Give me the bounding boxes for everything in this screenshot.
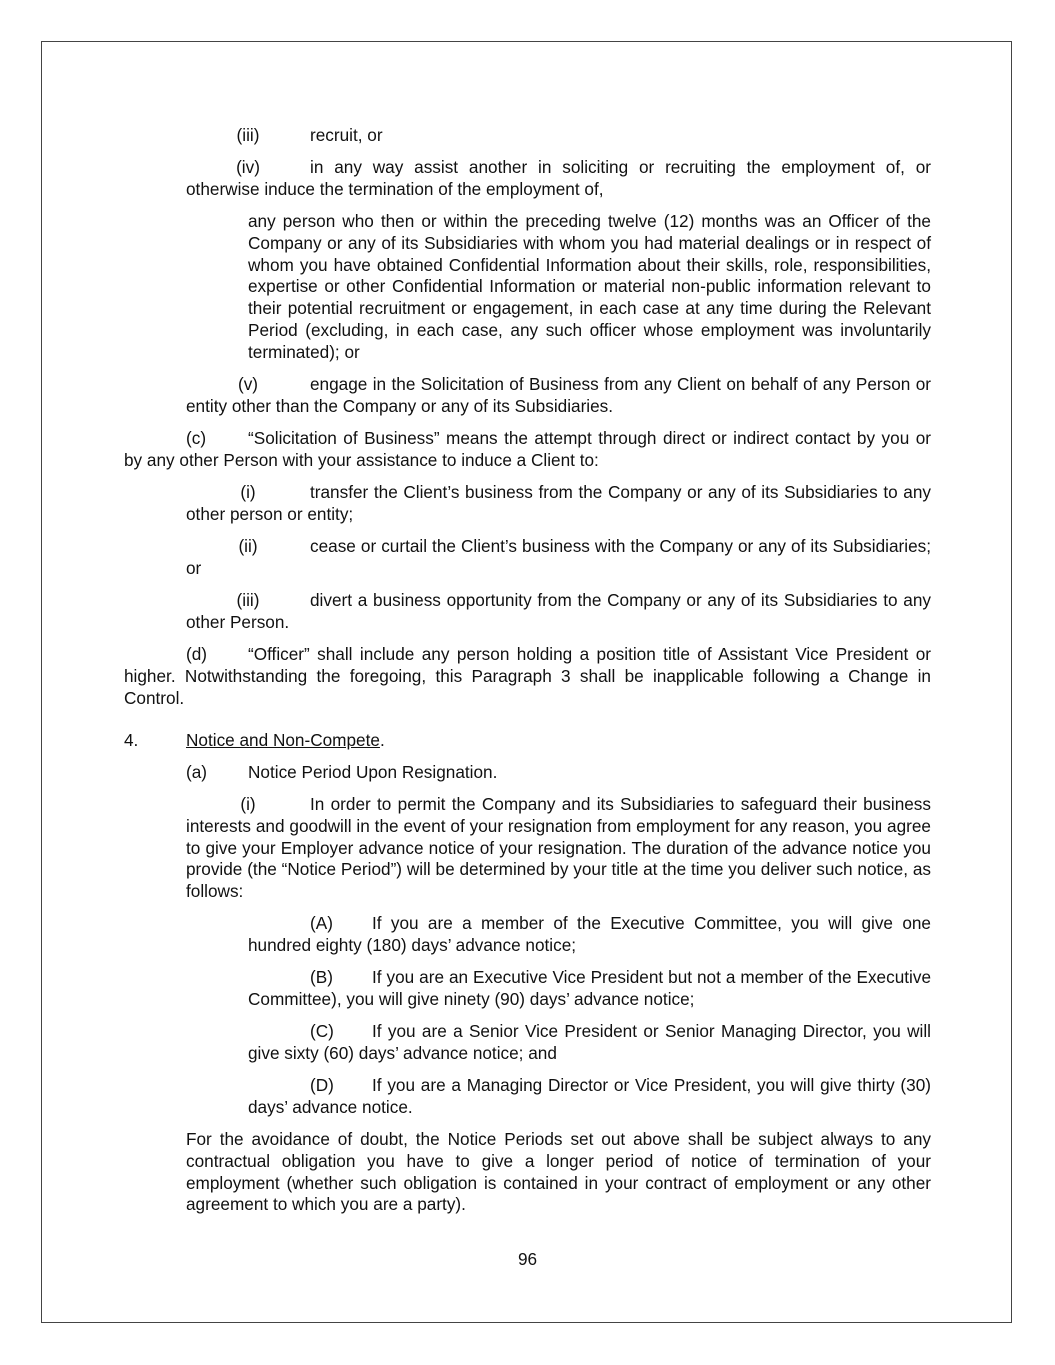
- clause-4a-A: [248, 913, 931, 957]
- section-title: Notice and Non-Compete: [186, 730, 380, 750]
- clause-label: (a): [186, 762, 208, 782]
- avoidance-paragraph: For the avoidance of doubt, the Notice Periods set out above shall be subject always to any contractual obligation you have to give a longer period of notice of termination of your employment (whether such obligation is contained in your contract of employment or any other agreement to which you are a party).: [186, 1129, 931, 1215]
- clause-text: divert a business opportunity from the Company or any of its Subsidiaries to any other Person.: [186, 590, 931, 632]
- section-title-period: .: [379, 730, 385, 750]
- clause-text: Notice Period Upon Resignation.: [248, 762, 498, 782]
- clause-label: (i): [240, 794, 256, 814]
- clause-label: (B): [310, 967, 333, 987]
- clause-b3-v: [186, 374, 931, 418]
- clause-label: (i): [240, 482, 256, 502]
- clause-text: If you are an Executive Vice President but not a member of the Executive Committee), you will give ninety (90) days’ advance notice;: [248, 967, 931, 1009]
- clause-text: “Officer” shall include any person holding a position title of Assistant Vice President or higher. Notwithstanding the foregoing, this Paragraph 3 shall be inapplicable following a Change in Control.: [124, 644, 931, 708]
- clause-4a-D: [248, 1075, 931, 1119]
- clause-text: “Solicitation of Business” means the attempt through direct or indirect contact by you or by any other Person with your assistance to induce a Client to:: [124, 428, 931, 470]
- clause-label: (iii): [236, 590, 260, 610]
- clause-label: (iv): [236, 157, 260, 177]
- page-number: 96: [517, 1249, 538, 1269]
- clause-d: [124, 644, 931, 709]
- clause-c-i: [186, 482, 931, 526]
- clause-label: (C): [310, 1021, 334, 1041]
- clause-text: transfer the Client’s business from the Company or any of its Subsidiaries to any other person or entity;: [186, 482, 931, 524]
- clause-text: in any way assist another in soliciting or recruiting the employment of, or otherwise induce the termination of the employment of,: [186, 157, 931, 199]
- clause-text: engage in the Solicitation of Business from any Client on behalf of any Person or entity other than the Company or any of its Subsidiaries.: [186, 374, 931, 416]
- clause-b3-iii: [186, 125, 931, 147]
- clause-4a: [186, 762, 931, 784]
- clause-4a-C: [248, 1021, 931, 1065]
- clause-c-iii: [186, 590, 931, 634]
- clause-label: (v): [237, 374, 259, 394]
- clause-label: (A): [310, 913, 333, 933]
- clause-text: In order to permit the Company and its Subsidiaries to safeguard their business interests and goodwill in the event of your resignation from employment for any reason, you agree to give your Employer advance notice of your resignation. The duration of the advance notice you provide (the “Notice Period”) will be determined by your title at the time you deliver such notice, as follows:: [186, 794, 931, 902]
- clause-4a-B: [248, 967, 931, 1011]
- clause-label: (iii): [236, 125, 260, 145]
- clause-text: cease or curtail the Client’s business with the Company or any of its Subsidiaries; or: [186, 536, 931, 578]
- section-4-heading: [124, 730, 931, 752]
- section-label: 4.: [124, 730, 139, 750]
- clause-b3-block: any person who then or within the preceding twelve (12) months was an Officer of the Company or any of its Subsidiaries with whom you had material dealings or in respect of whom you have obtained Confidential Information about their skills, role, responsibilities, expertise or other Confidential Information or material non-public information relevant to their potential recruitment or engagement, in each case at any time during the Relevant Period (excluding, in each case, any such officer whose employment was involuntarily terminated); or: [248, 211, 931, 362]
- clause-c: [124, 428, 931, 472]
- clause-text: If you are a Senior Vice President or Senior Managing Director, you will give sixty (60) days’ advance notice; and: [248, 1021, 931, 1063]
- clause-label: (D): [310, 1075, 334, 1095]
- clause-label: (d): [186, 644, 208, 664]
- clause-text: If you are a member of the Executive Committee, you will give one hundred eighty (180) days’ advance notice;: [248, 913, 931, 955]
- clause-text: If you are a Managing Director or Vice President, you will give thirty (30) days’ advance notice.: [248, 1075, 931, 1117]
- clause-text: recruit, or: [310, 125, 383, 145]
- clause-4a-i: [186, 794, 931, 903]
- clause-c-ii: [186, 536, 931, 580]
- clause-b3-iv: [186, 157, 931, 201]
- clause-label: (ii): [238, 536, 258, 556]
- clause-label: (c): [186, 428, 207, 448]
